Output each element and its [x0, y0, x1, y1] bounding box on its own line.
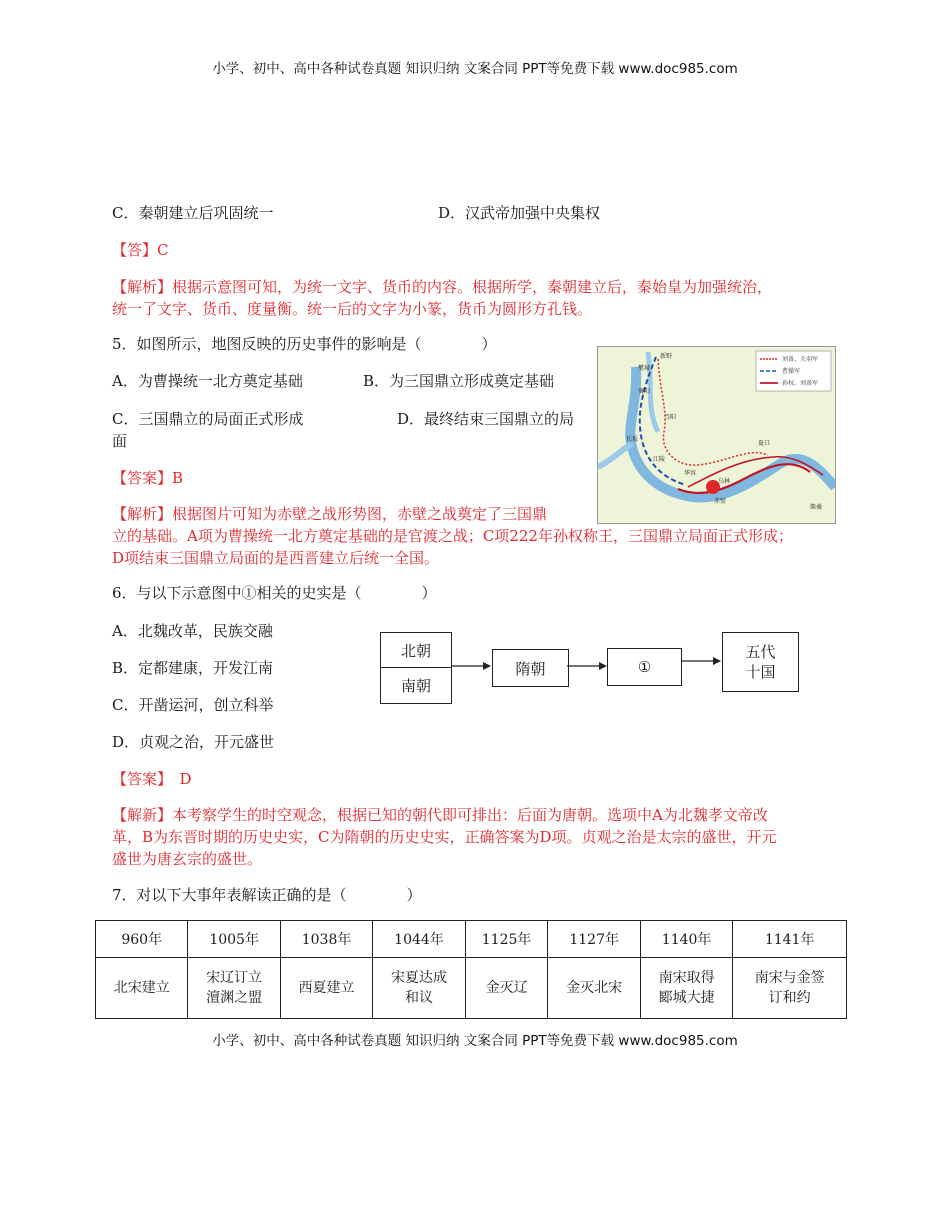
place-chibi: 赤壁 — [714, 498, 727, 505]
place-dangyang: 当阳 — [664, 414, 677, 421]
arrowhead-unknown — [599, 662, 607, 670]
event-cell — [640, 958, 732, 1019]
year-cell: 1005年 — [188, 921, 280, 958]
page-footer: 小学、初中、高中各种试卷真题 知识归纳 文案合同 PPT等免费下载 www.doc985.com — [212, 1033, 738, 1049]
place-wulin: 乌林 — [718, 478, 731, 485]
event-line: 北宋建立 — [113, 980, 170, 996]
north-south-box — [380, 632, 452, 704]
q7-stem: 7．对以下大事年表解读正确的是（ ） — [112, 886, 422, 904]
q5-analysis-line3: D项结束三国鼎立局面的是西晋建立后统一全国。 — [112, 549, 440, 567]
event-line: 南宋取得 — [658, 970, 715, 986]
year-cell: 960年 — [96, 921, 188, 958]
q5-option-d: D．最终结束三国鼎立的局 — [397, 410, 575, 428]
north-dynasty-cell: 北朝 — [381, 633, 451, 668]
arrowhead-sui — [483, 662, 491, 670]
q5-option-d-cont: 面 — [112, 432, 128, 450]
event-line: 澶渊之盟 — [206, 990, 263, 1006]
event-cell — [465, 958, 548, 1019]
legend-label-sunquan: 孙权、刘备军 — [782, 380, 819, 387]
chronology-table — [95, 920, 847, 1019]
q5-option-a: A．为曹操统一北方奠定基础 — [112, 372, 303, 390]
year-cell: 1140年 — [640, 921, 732, 958]
event-line: 订和约 — [768, 990, 811, 1006]
q5-analysis-text: 根据图片可知为赤壁之战形势图，赤壁之战奠定了三国鼎 — [172, 505, 548, 523]
page-header: 小学、初中、高中各种试卷真题 知识归纳 文案合同 PPT等免费下载 www.doc985.com — [212, 61, 738, 77]
q4-option-c: C．秦朝建立后巩固统一 — [112, 204, 274, 222]
five-dynasties-line1: 五代 — [745, 643, 776, 661]
year-cell: 1038年 — [280, 921, 372, 958]
battle-map — [597, 346, 836, 524]
q6-analysis-line2: 革，B为东晋时期的历史史实，C为隋朝的历史史实，正确答案为D项。贞观之治是太宗的盛世，开元 — [112, 828, 777, 846]
place-chaisang: 柴桑 — [810, 504, 823, 511]
q5-option-b: B．为三国鼎立形成奠定基础 — [363, 372, 555, 390]
year-cell: 1141年 — [733, 921, 847, 958]
event-line: 金灭北宋 — [566, 980, 623, 996]
q5-answer: 【答案】B — [112, 469, 184, 487]
place-fancheng: 樊城 — [638, 365, 651, 372]
event-line: 金灭辽 — [485, 980, 528, 996]
event-cell — [373, 958, 465, 1019]
q5-analysis-line1 — [112, 503, 547, 525]
q6-answer: 【答案】 D — [112, 770, 192, 788]
event-cell — [96, 958, 188, 1019]
event-line: 和议 — [404, 990, 433, 1006]
event-line: 郾城大捷 — [658, 990, 715, 1006]
q6-analysis-line3: 盛世为唐玄宗的盛世。 — [112, 850, 263, 868]
place-xinye: 新野 — [660, 353, 673, 360]
q6-analysis-text: 本考察学生的时空观念，根据已知的朝代即可排出：后面为唐朝。选项中A为北魏孝文帝改 — [172, 806, 768, 824]
five-dynasties-line2: 十国 — [745, 663, 776, 681]
event-cell — [188, 958, 280, 1019]
q4-option-d: D．汉武帝加强中央集权 — [438, 204, 601, 222]
q4-analysis-text: 根据示意图可知，为统一文字、货币的内容。根据所学，秦朝建立后，秦始皇为加强统治， — [172, 278, 773, 296]
place-huarong: 华容 — [684, 470, 697, 477]
q5-analysis-label: 【解析】 — [112, 505, 173, 523]
table-row-events — [96, 958, 847, 1019]
q5-stem: 5．如图所示，地图反映的历史事件的影响是（ ） — [112, 335, 497, 353]
event-line: 西夏建立 — [298, 980, 355, 996]
q4-analysis-line1 — [112, 276, 772, 298]
q4-answer: 【答】C — [112, 241, 169, 259]
q6-analysis-label: 【解新】 — [112, 806, 173, 824]
q6-option-b: B．定都建康，开发江南 — [112, 659, 274, 677]
q4-analysis-label: 【解析】 — [112, 278, 173, 296]
q4-analysis-line2: 统一了文字、货币、度量衡。统一后的文字为小篆，货币为圆形方孔钱。 — [112, 300, 593, 318]
q6-stem: 6．与以下示意图中①相关的史实是（ ） — [112, 584, 437, 602]
event-cell — [733, 958, 847, 1019]
legend-label-caocao: 曹操军 — [782, 368, 801, 375]
five-dynasties-box — [722, 632, 799, 692]
place-jiangling: 江陵 — [653, 456, 666, 463]
event-cell — [548, 958, 640, 1019]
q6-option-c: C．开凿运河，创立科举 — [112, 696, 274, 714]
table-row-years — [96, 921, 847, 958]
south-dynasty-cell: 南朝 — [400, 677, 431, 695]
q5-analysis-line2: 立的基础。A项为曹操统一北方奠定基础的是官渡之战；C项222年孙权称王，三国鼎立局面正式形成； — [112, 527, 793, 545]
q5-option-c: C．三国鼎立的局面正式形成 — [112, 410, 304, 428]
year-cell: 1125年 — [465, 921, 548, 958]
arrowhead-five-dynasties — [713, 657, 721, 665]
event-cell — [280, 958, 372, 1019]
place-xiakou: 夏口 — [758, 440, 771, 447]
q6-option-d: D．贞观之治，开元盛世 — [112, 733, 275, 751]
legend-label-liubei: 刘备、关羽军 — [782, 356, 819, 363]
event-line: 宋夏达成 — [390, 970, 447, 986]
place-changban: 长坂 — [626, 436, 639, 443]
q6-option-a: A．北魏改革，民族交融 — [112, 622, 273, 640]
battle-map-svg — [598, 347, 835, 523]
q6-analysis-line1 — [112, 804, 768, 826]
event-line: 南宋与金签 — [754, 970, 825, 986]
sui-dynasty-box: 隋朝 — [492, 649, 569, 687]
place-xiangyang: 襄阳 — [638, 388, 651, 395]
year-cell: 1127年 — [548, 921, 640, 958]
event-line: 宋辽订立 — [206, 970, 263, 986]
year-cell: 1044年 — [373, 921, 465, 958]
unknown-dynasty-box: ① — [607, 648, 682, 686]
